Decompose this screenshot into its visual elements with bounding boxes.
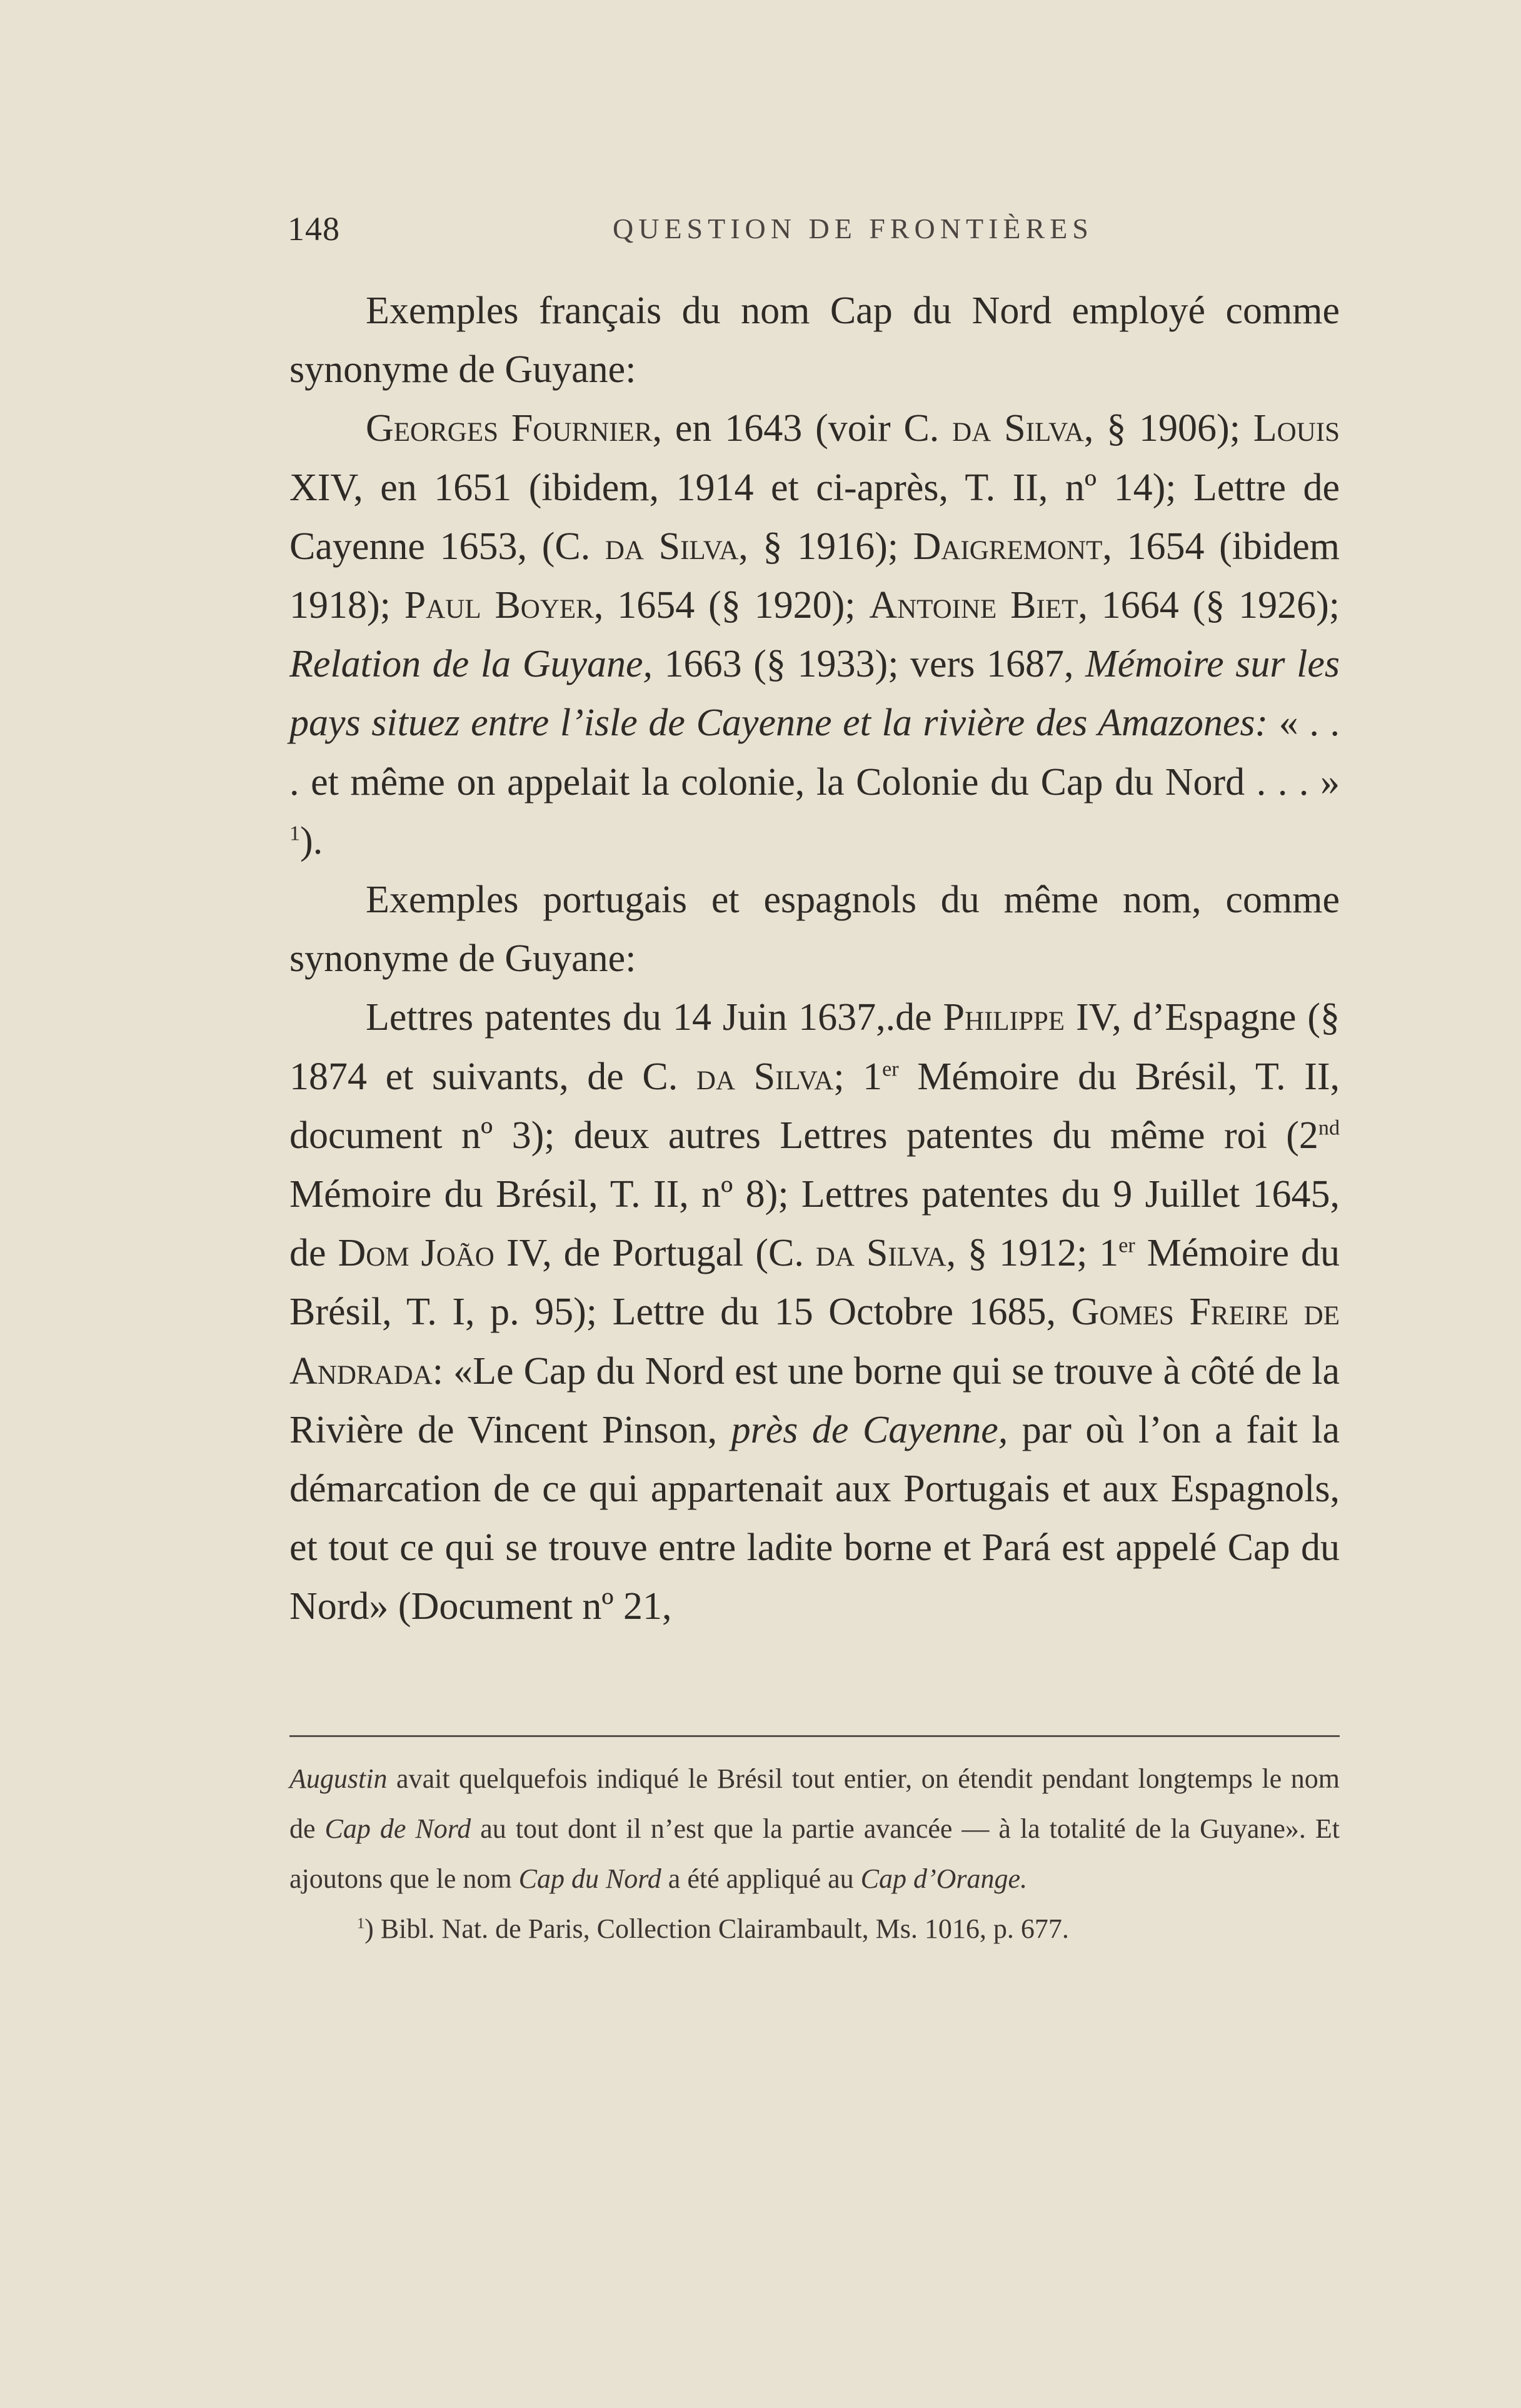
author-name: Daigremont — [913, 525, 1103, 568]
running-head — [288, 209, 1344, 253]
footnote-ref: 1 — [289, 822, 301, 845]
paragraph-french-examples: Exemples français du nom Cap du Nord employé comme synonyme de Guyane: — [289, 290, 1340, 391]
author-name: Philippe — [943, 996, 1065, 1039]
page-number: 148 — [288, 210, 340, 248]
author-name: Dom João — [338, 1232, 494, 1275]
paragraph-french-citations: Georges Fournier, en 1643 (voir C. da Silva, § 1906); Louis XIV, en 1651 (ibidem, 1914 et ci-après, T. II, nº 14); Lettre de Cayenne 1653, (C. da Silva, § 1916); Daigremont, 1654 (ibidem 1918); Paul Boyer, 1654 (§ 1920); Antoine Biet, 1664 (§ 1926); Relation de la Guyane, 1663 (§ 1933); vers 1687, Mémoire sur les pays situez entre l’isle de Cayenne et la rivière des Amazones: « . . . et même on appelait la colonie, la Colonie du Cap du Nord . . . » $^1$). — [289, 407, 1340, 862]
footnote-divider — [289, 1735, 1340, 1737]
paragraph-portuguese-citations: Lettres patentes du 14 Juin 1637,.de Philippe IV, d’Espagne (§ 1874 et suivants, de C. da Silva; 1er Mémoire du Brésil, T. II, document nº 3); deux autres Lettres patentes du même roi (2nd Mémoire du Brésil, T. II, nº 8); Lettres patentes du 9 Juillet 1645, de Dom João IV, de Portugal (C. da Silva, § 1912; 1er Mémoire du Brésil, T. I, p. 95); Lettre du 15 Octobre 1685, Gomes Freire de Andrada: «Le Cap du Nord est une borne qui se trouve à côté de la Rivière de Vincent Pinson, près de Cayenne, par où l’on a fait la démarcation de ce qui appartenait aux Portugais et aux Espagnols, et tout ce qui se trouve entre ladite borne et Pará est appelé Cap du Nord» (Document nº 21, — [289, 996, 1340, 1628]
author-name: Gomes Freire de Andrada — [289, 1291, 1340, 1393]
place-phrase: près de Cayenne, — [731, 1408, 1008, 1451]
author-name: Antoine Biet — [869, 584, 1078, 627]
main-text — [289, 281, 1340, 1636]
author-name: Louis — [1253, 407, 1340, 450]
footnote-continuation: Augustin avait quelquefois indiqué le Brésil tout entier, on étendit pendant longtemps le nom de Cap de Nord au tout dont il n’est que la partie avancée — à la totalité de la Guyane». Et ajoutons que le nom Cap du Nord a été appliqué au Cap d’Orange. — [289, 1763, 1340, 1894]
author-name: Paul Boyer — [404, 584, 594, 627]
author-name: da Silva — [952, 407, 1084, 450]
footnotes — [289, 1754, 1340, 1954]
running-title: QUESTION DE FRONTIÈRES — [613, 213, 1093, 244]
author-name: da Silva — [815, 1232, 946, 1275]
work-title: Relation de la Guyane, — [289, 643, 653, 686]
footnote-1: $^1$) Bibl. Nat. de Paris, Collection Clairambault, Ms. 1016, p. 677. — [357, 1913, 1069, 1944]
work-title: Mémoire sur les pays situez entre l’isle de Cayenne et la rivière des Amazones: — [289, 643, 1340, 745]
author-name: da Silva — [605, 525, 739, 568]
footnote-mark: 1 — [357, 1915, 365, 1932]
author-name: da Silva — [696, 1055, 834, 1098]
ordinal-suffix: er — [882, 1057, 899, 1081]
ordinal-suffix: er — [1118, 1234, 1135, 1257]
paragraph-portuguese-examples: Exemples portugais et espagnols du même nom, comme synonyme de Guyane: — [289, 879, 1340, 980]
author-name: Georges Fournier — [366, 407, 653, 450]
ordinal-suffix: nd — [1318, 1116, 1340, 1140]
